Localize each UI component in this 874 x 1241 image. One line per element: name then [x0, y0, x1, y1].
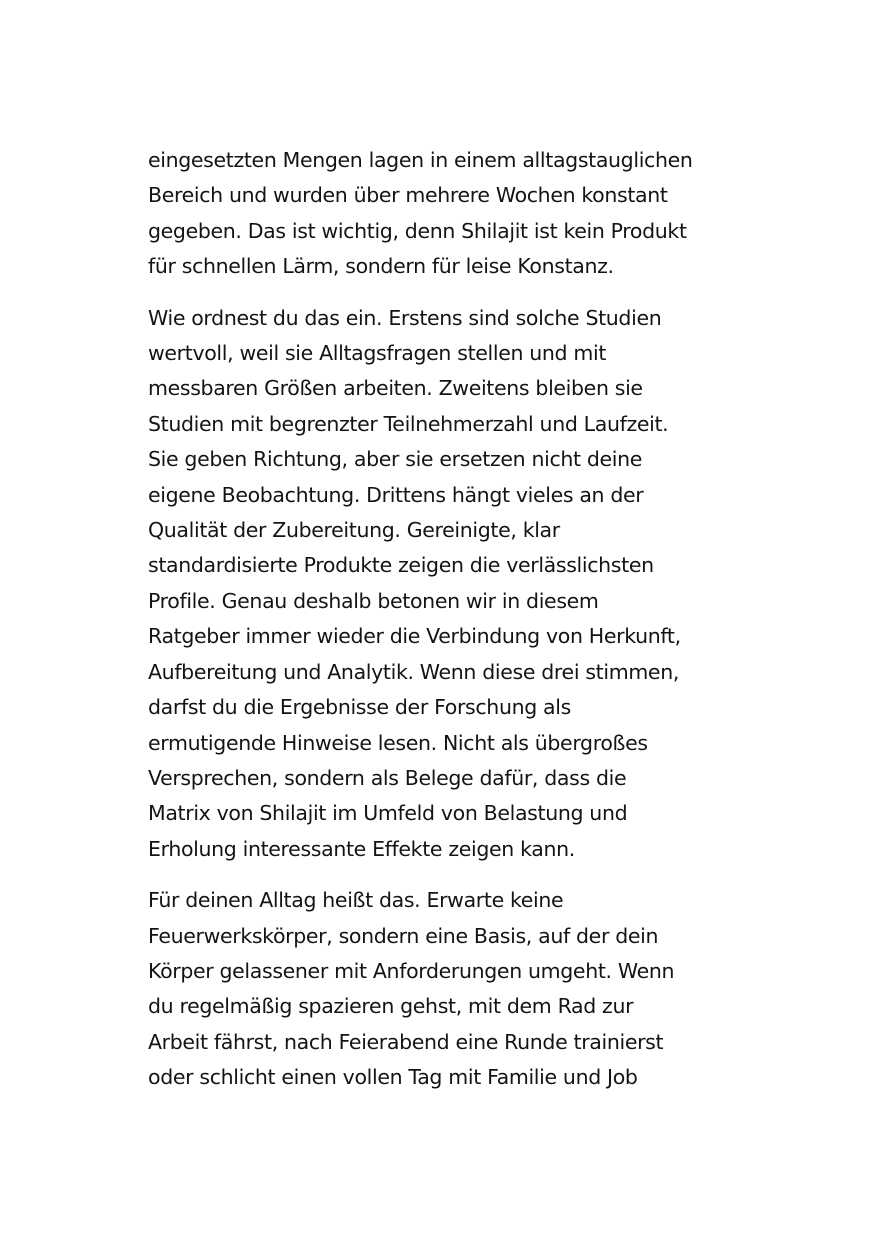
text-line: wertvoll, weil sie Alltagsfragen stellen und mit [148, 341, 607, 366]
text-line: eigene Beobachtung. Drittens hängt vieles an der [148, 482, 644, 507]
text-line: Profile. Genau deshalb betonen wir in diesem [148, 588, 599, 613]
text-line: Arbeit fährst, nach Feierabend eine Runde trainierst [148, 1029, 664, 1054]
text-line: Versprechen, sondern als Belege dafür, dass die [148, 765, 627, 790]
text-line: Erholung interessante Effekte zeigen kann. [148, 836, 575, 861]
text-line: eingesetzten Mengen lagen in einem alltagstauglichen [148, 148, 693, 172]
text-line: standardisierte Produkte zeigen die verlässlichsten [148, 553, 654, 578]
text-line: Körper gelassener mit Anforderungen umgeht. Wenn [148, 958, 675, 983]
text-line: gegeben. Das ist wichtig, denn Shilajit ist kein Produkt [148, 218, 687, 243]
text-line: Feuerwerkskörper, sondern eine Basis, auf der dein [148, 923, 659, 948]
paragraph-1 [148, 143, 748, 285]
text-line: Matrix von Shilajit im Umfeld von Belastung und [148, 801, 628, 826]
paragraph-3 [148, 883, 748, 1095]
text-line: Qualität der Zubereitung. Gereinigte, klar [148, 518, 560, 543]
text-line: Studien mit begrenzter Teilnehmerzahl und Laufzeit. [148, 411, 669, 436]
text-line: du regelmäßig spazieren gehst, mit dem Rad zur [148, 994, 634, 1019]
text-line: Bereich und wurden über mehrere Wochen konstant [148, 183, 668, 208]
document-page [148, 143, 748, 1112]
text-line: darfst du die Ergebnisse der Forschung als [148, 695, 571, 720]
text-line: messbaren Größen arbeiten. Zweitens bleiben sie [148, 376, 643, 401]
text-line: ermutigende Hinweise lesen. Nicht als übergroßes [148, 730, 648, 755]
text-line: Aufbereitung und Analytik. Wenn diese drei stimmen, [148, 659, 680, 684]
text-line: Sie geben Richtung, aber sie ersetzen nicht deine [148, 447, 643, 472]
text-line: Ratgeber immer wieder die Verbindung von Herkunft, [148, 624, 681, 649]
text-line: Für deinen Alltag heißt das. Erwarte keine [148, 888, 564, 913]
text-line: oder schlicht einen vollen Tag mit Familie und Job [148, 1065, 638, 1090]
paragraph-2 [148, 301, 748, 868]
text-line: Wie ordnest du das ein. Erstens sind solche Studien [148, 305, 662, 330]
text-line: für schnellen Lärm, sondern für leise Konstanz. [148, 254, 614, 279]
